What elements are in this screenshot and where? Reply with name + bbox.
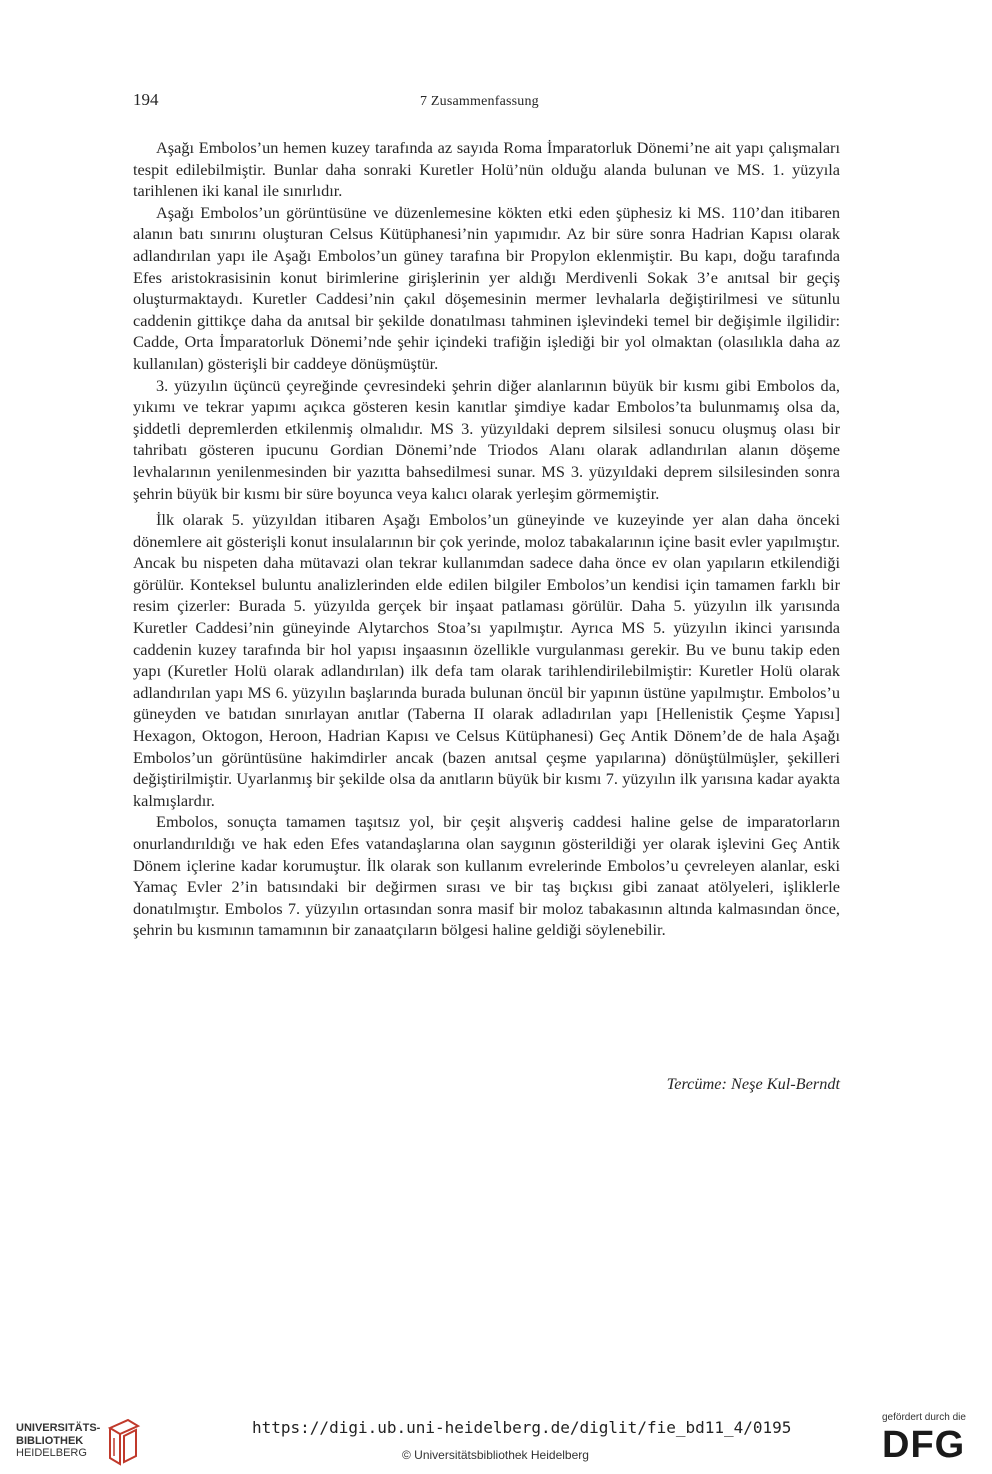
paragraph: Aşağı Embolos’un hemen kuzey tarafında az sayıda Roma İmparatorluk Dönemi’ne ait yapı çalışmaları tespit edilebilmiştir. Bunlar daha sonraki Kuretler Holü’nün olduğu alanda bulunan ve MS. 1. yüzyıla tarihlenen iki kanal ile sınırlıdır.: [133, 138, 840, 201]
page-number: 194: [133, 90, 159, 109]
footer: [0, 1404, 992, 1474]
library-logo[interactable]: [16, 1418, 141, 1468]
source-url-link[interactable]: https://digi.ub.uni-heidelberg.de/diglit/fie_bd11_4/0195: [252, 1418, 792, 1437]
funder-logo[interactable]: [882, 1412, 982, 1468]
library-name: [16, 1422, 100, 1460]
copyright-notice: © Universitätsbibliothek Heidelberg: [402, 1448, 589, 1462]
dfg-logo-icon: DFG: [882, 1424, 966, 1466]
running-head: 7 Zusammenfassung: [420, 94, 539, 109]
translator-credit: Tercüme: Neşe Kul-Berndt: [666, 1074, 840, 1093]
paragraph: 3. yüzyılın üçüncü çeyreğinde çevresindeki şehrin diğer alanlarının büyük bir kısmı gibi Embolos da, yıkımı ve tekrar yapımı açıkca gösteren kesin kanıtlar şimdiye kadar Embolos’ta bulunmamış olsa da, şiddetli depremlerden etkilenmiş olmalıdır. MS 3. yüzyıldaki deprem silsilesi sonucu oluşmuş olası bir tahribatı gösteren ipucunu Gordian Dönemi’nde Triodos Alanı olarak adlandırılan alanın döşeme levhalarının yenilenmesinden bir yazıtta bahsedilmesi sunar. MS 3. yüzyıldaki deprem silsilesinden sonra şehrin büyük bir kısmı bir süre boyunca veya kalıcı olarak yerleşim görmemiştir.: [133, 375, 840, 503]
library-emblem-icon: [106, 1418, 142, 1468]
funder-caption: gefördert durch die: [882, 1412, 966, 1423]
library-name-line: HEIDELBERG: [16, 1447, 87, 1459]
paragraph: Aşağı Embolos’un görüntüsüne ve düzenlemesine kökten etki eden şüphesiz ki MS. 110’dan itibaren alanın batı sınırını oluşturan Celsus Kütüphanesi’nin yapımıdır. Az bir süre sonra Hadrian Kapısı olarak adlandırılan yapı ile Aşağı Embolos’un güney tarafına bir Propylon eklenmiştir. Bu kapı, doğu tarafında Efes aristokrasisinin konut birimlerine girişlerinin yer aldığı Merdivenli Sokak 3’e anıtsal bir geçiş oluşturmaktaydı. Kuretler Caddesi’nin çakıl döşemesinin mermer levhalarla değiştirilmesi ve sütunlu caddenin gittikçe daha da anıtsal bir şekilde donatılması tahminen işlevindeki temel bir değişimle ilgilidir: Cadde, Orta İmparatorluk Dönemi’nde şehir içindeki trafiğin işlediği bir yol olmaktan (olasılıkla daha az kullanılan) gösterişli bir caddeye dönüşmüştür.: [133, 202, 840, 373]
paragraph: İlk olarak 5. yüzyıldan itibaren Aşağı Embolos’un güneyinde ve kuzeyinde yer alan daha önceki dönemlere ait gösterişli konut insulalarının bir çok yerinde, moloz tabakalarının içine basit evler yapılmıştır. Ancak bu nispeten daha mütavazi olan tekrar kullanımdan sadece daha önce ev olan yapıların etkilendiği görülür. Konteksel buluntu analizlerinden elde edilen bilgiler Embolos’un kendisi için tamamen farklı bir resim çizerler: Burada 5. yüzyılda gerçek bir inşaat patlaması görülür. Daha 5. yüzyılın ilk yarısında Kuretler Caddesi’nin güneyinde Alytarchos Stoa’sı yapılmıştır. Ayrıca MS 5. yüzyılın ikinci yarısında caddenin kuzey tarafında bir hol yapısı inşaasının özellikle vurgulanması gerekir. Bu ve bunu takip eden yapı (Kuretler Holü olarak adlandırılan) ilk defa tam olarak tarihlendirilebilmiştir: Kuretler Holü olarak adlandırılan yapı MS 6. yüzyılın başlarında burada bulunan öncül bir yapının üstüne yapılmıştır. Embolos’u güneyden ve batıdan sınırlayan anıtlar (Taberna II olarak adladırılan yapı [Hellenistik Çeşme Yapısı] Hexagon, Oktogon, Heroon, Hadrian Kapısı ve Celsus Kütüphanesi) Geç Antik Dönem’de de hala Aşağı Embolos’un görüntüsüne hakimdirler ancak (bazen anıtsal çeşme yapılarına) dönüştülmüşler, şekilleri değiştirilmiştir. Uyarlanmış bir şekilde olsa da anıtların büyük bir kısmı 7. yüzyılın ilk yarısına kadar ayakta kalmışlardır.: [133, 510, 840, 810]
body-text: [133, 137, 840, 941]
paragraph: Embolos, sonuçta tamamen taşıtsız yol, bir çeşit alışveriş caddesi haline gelse de imparatorların onurlandırıldığı ve hak eden Efes vatandaşlarına olan saygının gösterildiği yer olarak işlevini Geç Antik Dönem içlerine kadar korumuştur. İlk olarak son kullanım evrelerinde Embolos’u çevreleyen alanlar, eski Yamaç Evler 2’in batısındaki bir değirmen sırası ve bir taş bıçkısı gibi zanaat atölyeleri, işliklerle donatılmıştır. Embolos 7. yüzyılın ortasından sonra masif bir moloz tabakasının altında kalmasından önce, şehrin bu kısmının tamamının bir zanaatçıların bölgesi haline geldiği söylenebilir.: [133, 812, 840, 940]
library-name-line: UNIVERSITÄTS-: [16, 1422, 101, 1434]
library-name-line: BIBLIOTHEK: [16, 1434, 84, 1447]
